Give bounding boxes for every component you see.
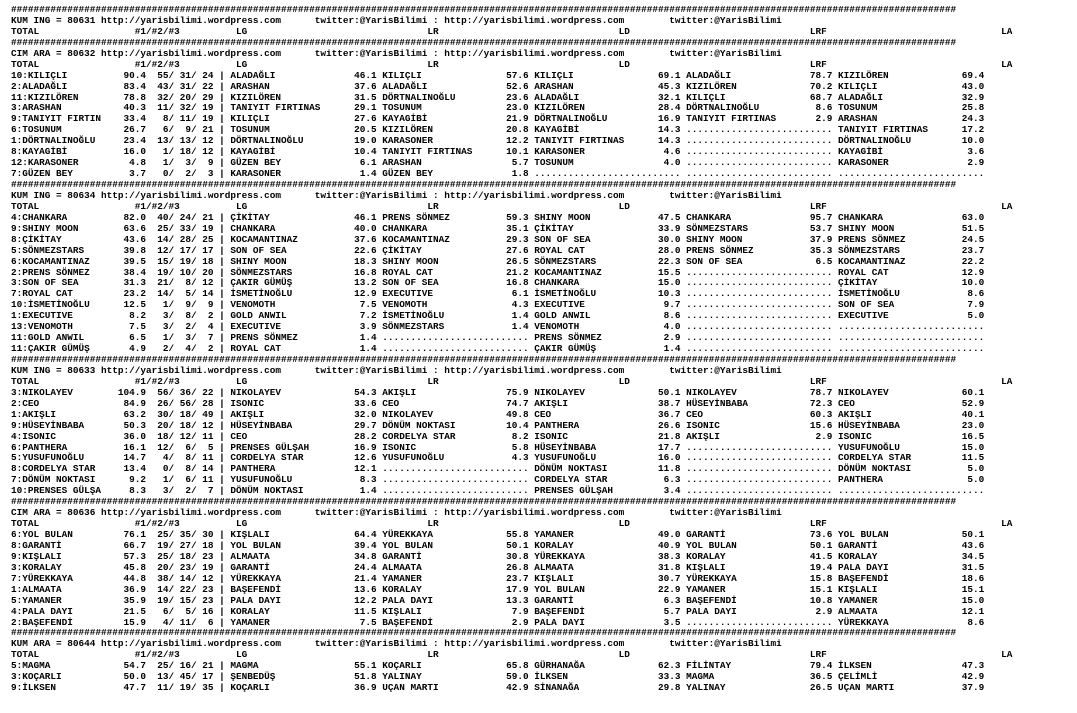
separator-line: ######################################################################################################################################################################## bbox=[11, 627, 957, 639]
data-row: 5:SÖNMEZSTARS 39.8 12/ 17/ 17 | SON OF SEA 22.6 ÇİKİTAY 27.6 ROYAL CAT 28.0 PRENS SÖNMEZ 35.3 SÖNMEZSTARS 23.7 bbox=[11, 244, 985, 256]
data-row: 9:HÜSEYİNBABA 50.3 20/ 18/ 12 | HÜSEYİNBABA 29.7 DÖNÜM NOKTASI 10.4 PANTHERA 26.6 ISONIC 15.6 HÜSEYİNBABA 23.0 bbox=[11, 419, 985, 431]
data-row: 5:YAMANER 35.9 19/ 15/ 23 | PALA DAYI 12.2 PALA DAYI 13.3 GARANTİ 6.3 BAŞEFENDİ 10.8 YAMANER 15.0 bbox=[11, 594, 985, 606]
data-row: 12:KARASONER 4.8 1/ 3/ 9 | GÜZEN BEY 6.1 ARASHAN 5.7 TOSUNUM 4.0 .......................... KARASONER 2.9 bbox=[11, 157, 985, 169]
data-row: 2:ALADAĞLI 83.4 43/ 31/ 22 | ARASHAN 37.6 ALADAĞLI 52.6 ARASHAN 45.3 KIZILÖREN 70.2 KILIÇLI 43.0 bbox=[11, 80, 985, 92]
column-header-row: TOTAL #1/#2/#3 LG LR LD LRF LA bbox=[11, 200, 1013, 212]
data-row: 6:KOCAMANTINAZ 39.5 15/ 19/ 18 | SHINY MOON 18.3 SHINY MOON 26.5 SÖNMEZSTARS 22.3 SON OF SEA 6.5 KOCAMANTINAZ 22.2 bbox=[11, 255, 985, 267]
data-row: 1:DÖRTNALINOĞLU 23.4 13/ 13/ 12 | DÖRTNALINOĞLU 19.0 KARASONER 12.2 TANIYIT FIRTINAS 14.3 .......................... DÖRTNALINOĞLU 10.0 bbox=[11, 135, 985, 147]
data-row: 3:NIKOLAYEV 104.9 56/ 36/ 22 | NIKOLAYEV 54.3 AKIŞLI 75.9 NIKOLAYEV 50.1 NIKOLAYEV 78.7 NIKOLAYEV 60.1 bbox=[11, 386, 985, 398]
column-header-row: TOTAL #1/#2/#3 LG LR LD LRF LA bbox=[11, 518, 1013, 530]
data-row: 11:KIZILÖREN 78.8 32/ 20/ 29 | KIZILÖREN 31.5 DÖRTNALINOĞLU 23.6 ALADAĞLI 32.1 KILIÇLI 68.7 ALADAĞLI 32.9 bbox=[11, 91, 985, 103]
column-header-row: TOTAL #1/#2/#3 LG LR LD LRF LA bbox=[11, 58, 1013, 70]
data-row: 10:KILIÇLI 90.4 55/ 31/ 24 | ALADAĞLI 46.1 KILIÇLI 57.6 KILIÇLI 69.1 ALADAĞLI 78.7 KIZILÖREN 69.4 bbox=[11, 69, 985, 81]
race-header: KUM ARA = 80644 http://yarisbilimi.wordpress.com twitter:@YarisBilimi : http://yarisbilimi.wordpress.com twitter:@YarisBilimi bbox=[11, 638, 782, 650]
data-row: 3:ARASHAN 40.3 11/ 32/ 19 | TANIYIT FIRTINAS 29.1 TOSUNUM 23.0 KIZILÖREN 28.4 DÖRTNALINOĞLU 8.6 TOSUNUM 25.8 bbox=[11, 102, 985, 114]
race-header: KUM ING = 80631 http://yarisbilimi.wordpress.com twitter:@YarisBilimi : http://yarisbilimi.wordpress.com twitter:@YarisBilimi bbox=[11, 14, 782, 26]
data-row: 3:KOÇARLI 50.0 13/ 45/ 17 | ŞENBEDÜŞ 51.8 YALINAY 59.0 İLKSEN 33.3 MAGMA 36.5 ÇELİMLİ 42.9 bbox=[11, 671, 985, 683]
data-row: 9:TANIYIT FIRTIN 33.4 8/ 11/ 19 | KILIÇLI 27.6 KAYAGİBİ 21.9 DÖRTNALINOĞLU 16.9 TANIYIT FIRTINAS 2.9 ARASHAN 24.3 bbox=[11, 113, 985, 125]
data-row: 1:EXECUTIVE 8.2 3/ 8/ 2 | GOLD ANWIL 7.2 İSMETİNOĞLU 1.4 GOLD ANWIL 8.6 .......................... EXECUTIVE 5.0 bbox=[11, 310, 985, 322]
data-row: 11:GOLD ANWIL 6.5 1/ 3/ 7 | PRENS SÖNMEZ 1.4 .......................... PRENS SÖNMEZ 2.9 .......................... .......................... bbox=[11, 332, 985, 344]
data-row: 2:BAŞEFENDİ 15.9 4/ 11/ 6 | YAMANER 7.5 BAŞEFENDİ 2.9 PALA DAYI 3.5 .......................... YÜREKKAYA 8.6 bbox=[11, 616, 985, 628]
data-row: 10:İSMETİNOĞLU 12.5 1/ 9/ 9 | VENOMOTH 7.5 VENOMOTH 4.3 EXECUTIVE 9.7 .......................... SON OF SEA 7.9 bbox=[11, 299, 985, 311]
separator-line: ######################################################################################################################################################################## bbox=[11, 4, 957, 15]
data-row: 3:SON OF SEA 31.3 21/ 8/ 12 | ÇAKIR GÜMÜŞ 13.2 SON OF SEA 16.8 CHANKARA 15.0 .......................... ÇİKİTAY 10.0 bbox=[11, 277, 985, 289]
data-row: 3:KORALAY 45.8 20/ 23/ 19 | GARANTİ 24.4 ALMAATA 26.8 ALMAATA 31.8 KIŞLALI 19.4 PALA DAYI 31.5 bbox=[11, 561, 985, 573]
race-header: KUM ING = 80634 http://yarisbilimi.wordpress.com twitter:@YarisBilimi : http://yarisbilimi.wordpress.com twitter:@YarisBilimi bbox=[11, 189, 782, 201]
data-row: 5:YUSUFUNOĞLU 14.7 4/ 8/ 11 | CORDELYA STAR 12.6 YUSUFUNOĞLU 4.3 YUSUFUNOĞLU 16.0 .......................... CORDELYA STAR 11.5 bbox=[11, 452, 985, 464]
separator-line: ######################################################################################################################################################################## bbox=[11, 354, 957, 365]
race-header: CIM ARA = 80636 http://yarisbilimi.wordpress.com twitter:@YarisBilimi : http://yarisbilimi.wordpress.com twitter:@YarisBilimi bbox=[11, 507, 782, 519]
data-row: 9:SHINY MOON 63.6 25/ 33/ 19 | CHANKARA 40.0 CHANKARA 35.1 ÇİKİTAY 33.9 SÖNMEZSTARS 53.7 SHINY MOON 51.5 bbox=[11, 222, 985, 234]
data-row: 8:CORDELYA STAR 13.4 0/ 8/ 14 | PANTHERA 12.1 .......................... DÖNÜM NOKTASI 11.8 .......................... DÖNÜM NOKTASI 5.0 bbox=[11, 463, 985, 475]
data-row: 8:GARANTİ 66.7 19/ 27/ 18 | YOL BULAN 39.4 YOL BULAN 50.1 KORALAY 40.9 YOL BULAN 50.1 GARANTİ 43.6 bbox=[11, 539, 985, 551]
data-row: 7:GÜZEN BEY 3.7 0/ 2/ 3 | KARASONER 1.4 GÜZEN BEY 1.8 .......................... .......................... .......................... bbox=[11, 168, 985, 180]
data-row: 2:PRENS SÖNMEZ 38.4 19/ 10/ 20 | SÖNMEZSTARS 16.8 ROYAL CAT 21.2 KOCAMANTINAZ 15.5 .......................... ROYAL CAT 12.9 bbox=[11, 266, 985, 278]
data-row: 8:ÇİKİTAY 43.6 14/ 28/ 25 | KOCAMANTINAZ 37.6 KOCAMANTINAZ 29.3 SON OF SEA 30.0 SHINY MOON 37.9 PRENS SÖNMEZ 24.5 bbox=[11, 233, 985, 245]
data-row: 2:CEO 84.9 26/ 56/ 28 | ISONIC 33.6 CEO 74.7 AKIŞLI 38.7 HÜSEYİNBABA 72.3 CEO 52.9 bbox=[11, 397, 985, 409]
data-row: 7:DÖNÜM NOKTASI 9.2 1/ 6/ 11 | YUSUFUNOĞLU 8.3 .......................... CORDELYA STAR 6.3 .......................... PANTHERA 5.0 bbox=[11, 474, 985, 486]
data-row: 1:ALMAATA 36.9 14/ 22/ 23 | BAŞEFENDİ 13.6 KORALAY 17.9 YOL BULAN 22.9 YAMANER 15.1 KIŞLALI 15.1 bbox=[11, 583, 985, 595]
data-row: 4:PALA DAYI 21.5 6/ 5/ 16 | KORALAY 11.5 KIŞLALI 7.9 BAŞEFENDİ 5.7 PALA DAYI 2.9 ALMAATA 12.1 bbox=[11, 605, 985, 617]
data-row: 10:PRENSES GÜLŞA 8.3 3/ 2/ 7 | DÖNÜM NOKTASI 1.4 .......................... PRENSES GÜLŞAH 3.4 .......................... .......................... bbox=[11, 485, 985, 497]
data-row: 7:ROYAL CAT 23.2 14/ 5/ 14 | İSMETİNOĞLU 12.9 EXECUTIVE 6.1 İSMETİNOĞLU 10.3 .......................... İSMETİNOĞLU 8.6 bbox=[11, 288, 985, 300]
race-header: KUM ING = 80633 http://yarisbilimi.wordpress.com twitter:@YarisBilimi : http://yarisbilimi.wordpress.com twitter:@YarisBilimi bbox=[11, 364, 782, 376]
data-row: 6:TOSUNUM 26.7 6/ 9/ 21 | TOSUNUM 20.5 KIZILÖREN 20.8 KAYAGİBİ 14.3 .......................... TANIYIT FIRTINAS 17.2 bbox=[11, 124, 985, 136]
column-header-row: TOTAL #1/#2/#3 LG LR LD LRF LA bbox=[11, 25, 1013, 37]
data-row: 1:AKIŞLI 63.2 30/ 18/ 49 | AKIŞLI 32.0 NIKOLAYEV 49.8 CEO 36.7 CEO 60.3 AKIŞLI 40.1 bbox=[11, 408, 985, 420]
race-header: CIM ARA = 80632 http://yarisbilimi.wordpress.com twitter:@YarisBilimi : http://yarisbilimi.wordpress.com twitter:@YarisBilimi bbox=[11, 47, 782, 59]
data-row: 6:PANTHERA 16.1 12/ 6/ 5 | PRENSES GÜLŞAH 16.9 ISONIC 5.8 HÜSEYİNBABA 17.7 .......................... YUSUFUNOĞLU 15.0 bbox=[11, 441, 985, 453]
data-row: 5:MAGMA 54.7 25/ 16/ 21 | MAGMA 55.1 KOÇARLI 65.8 GÜRHANAĞA 62.3 FİLİNTAY 79.4 İLKSEN 47.3 bbox=[11, 660, 985, 672]
separator-line: ######################################################################################################################################################################## bbox=[11, 179, 957, 190]
data-row: 9:İLKSEN 47.7 11/ 19/ 35 | KOÇARLI 36.9 UÇAN MARTI 42.9 SİNANAĞA 29.8 YALINAY 26.5 UÇAN MARTI 37.9 bbox=[11, 682, 985, 694]
data-row: 6:YOL BULAN 76.1 25/ 35/ 30 | KIŞLALI 64.4 YÜREKKAYA 55.8 YAMANER 49.0 GARANTİ 73.6 YOL BULAN 50.1 bbox=[11, 529, 985, 540]
data-row: 4:ISONIC 36.0 18/ 12/ 11 | CEO 28.2 CORDELYA STAR 8.2 ISONIC 21.8 AKIŞLI 2.9 ISONIC 16.5 bbox=[11, 430, 985, 442]
data-row: 13:VENOMOTH 7.5 3/ 2/ 4 | EXECUTIVE 3.9 SÖNMEZSTARS 1.4 VENOMOTH 4.0 .......................... .......................... bbox=[11, 321, 985, 333]
data-row: 11:ÇAKIR GÜMÜŞ 4.9 2/ 4/ 2 | ROYAL CAT 1.4 .......................... ÇAKIR GÜMÜŞ 1.4 .......................... .......................... bbox=[11, 343, 985, 355]
data-row: 7:YÜREKKAYA 44.8 38/ 14/ 12 | YÜREKKAYA 21.4 YAMANER 23.7 KIŞLALI 30.7 YÜREKKAYA 15.8 BAŞEFENDİ 18.6 bbox=[11, 572, 985, 584]
column-header-row: TOTAL #1/#2/#3 LG LR LD LRF LA bbox=[11, 649, 1013, 661]
separator-line: ######################################################################################################################################################################## bbox=[11, 496, 957, 508]
data-row: 8:KAYAGİBİ 16.0 1/ 18/ 12 | KAYAGİBİ 10.4 TANIYIT FIRTINAS 10.1 KARASONER 4.6 .......................... KAYAGİBİ 3.6 bbox=[11, 146, 985, 158]
data-row: 9:KIŞLALI 57.3 25/ 18/ 23 | ALMAATA 34.8 GARANTİ 30.8 YÜREKKAYA 38.3 KORALAY 41.5 KORALAY 34.5 bbox=[11, 550, 985, 562]
column-header-row: TOTAL #1/#2/#3 LG LR LD LRF LA bbox=[11, 375, 1013, 387]
data-row: 4:CHANKARA 82.0 40/ 24/ 21 | ÇİKİTAY 46.1 PRENS SÖNMEZ 59.3 SHINY MOON 47.5 CHANKARA 95.7 CHANKARA 63.0 bbox=[11, 211, 985, 223]
separator-line: ######################################################################################################################################################################## bbox=[11, 36, 957, 48]
